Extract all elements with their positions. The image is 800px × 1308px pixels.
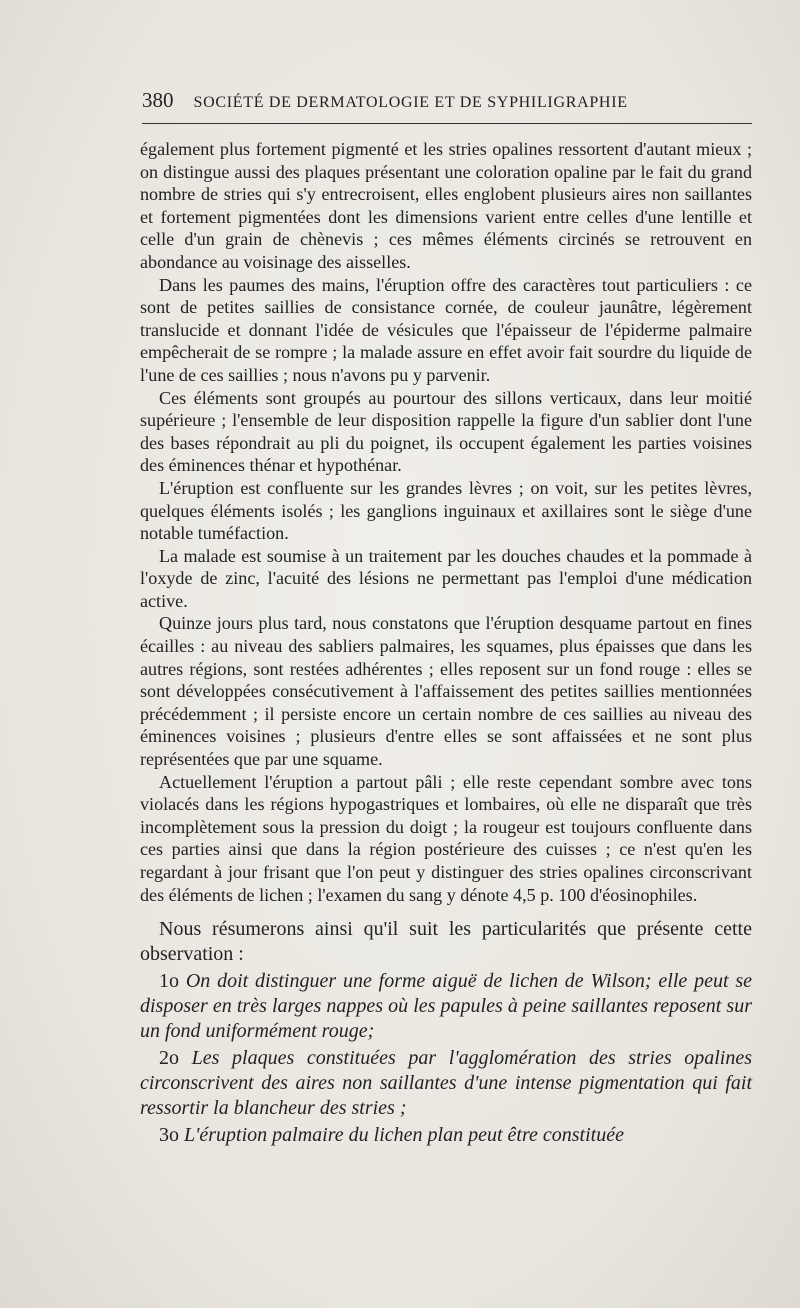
item-number: 3o bbox=[159, 1124, 179, 1147]
item-text: L'éruption palmaire du lichen plan peut être constituée bbox=[184, 1124, 624, 1147]
summary-section bbox=[140, 917, 752, 1148]
page-number: 380 bbox=[142, 88, 174, 112]
paragraph: La malade est soumise à un traitement par les douches chaudes et la pommade à l'oxyde de zinc, l'acuité des lésions ne permettant pas l'emploi d'une médication active. bbox=[140, 545, 752, 611]
page-body bbox=[140, 138, 752, 1148]
summary-item bbox=[140, 1046, 752, 1121]
paragraph: Dans les paumes des mains, l'éruption offre des caractères tout particuliers : ce sont de petites saillies de consistance cornée, de couleur jaunâtre, légèrement translucide et donnant l'idée de vésicules que l'épaisseur de l'épiderme palmaire empêcherait de se rompre ; la malade assure en effet avoir fait sourdre du liquide de l'une de ces saillies ; nous n'avons pu y parvenir. bbox=[140, 274, 752, 385]
paragraph: Quinze jours plus tard, nous constatons que l'éruption desquame partout en fines écailles : au niveau des sabliers palmaires, les squames, plus épaisses que dans les autres régions, sont restées adhérentes ; elles reposent sur un fond rouge : elles se sont développées consécutivement à l'affaissement des petites saillies mentionnées précédemment ; il persiste encore un certain nombre de ces saillies au niveau des éminences voisines ; plusieurs d'entre elles se sont affaissées et ne sont plus représentées que par une squame. bbox=[140, 613, 752, 770]
running-header bbox=[142, 88, 752, 113]
paragraph: L'éruption est confluente sur les grandes lèvres ; on voit, sur les petites lèvres, quelques éléments isolés ; les ganglions inguinaux et axillaires sont le siège d'une notable tuméfaction. bbox=[140, 477, 752, 544]
summary-intro: Nous résumerons ainsi qu'il suit les particularités que présente cette observation : bbox=[140, 918, 752, 966]
item-text: Les plaques constituées par l'agglomération des stries opalines circonscrivent des aires non saillantes d'une intense pigmentation qui fait ressortir la blancheur des stries ; bbox=[140, 1047, 753, 1120]
paragraph: Ces éléments sont groupés au pourtour des sillons verticaux, dans leur moitié supérieure ; l'ensemble de leur disposition rappelle la figure d'un sablier dont l'une des bases répondrait au pli du poignet, ils occupent également les parties voisines des éminences thénar et hypothénar. bbox=[140, 387, 752, 476]
header-rule bbox=[142, 123, 752, 124]
summary-item bbox=[140, 969, 752, 1044]
item-number: 1o bbox=[159, 970, 179, 993]
item-number: 2o bbox=[159, 1047, 179, 1070]
item-text: On doit distinguer une forme aiguë de lichen de Wilson; elle peut se disposer en très larges nappes où les papules à peine saillantes reposent sur un fond uniformément rouge; bbox=[140, 970, 753, 1043]
paragraph: Actuellement l'éruption a partout pâli ; elle reste cependant sombre avec tons violacés dans les régions hypogastriques et lombaires, où elle ne disparaît que très incomplètement sous la pression du doigt ; la rougeur est toujours confluente dans ces parties ainsi que dans la région postérieure des cuisses ; ce n'est qu'en les regardant à jour frisant que l'on peut y distinguer des stries opalines circonscrivant des éléments de lichen ; l'examen du sang y dénote 4,5 p. 100 d'éosinophiles. bbox=[140, 771, 752, 905]
paragraph: également plus fortement pigmenté et les stries opalines ressortent d'autant mieux ; on distingue aussi des plaques présentant une coloration opaline par le fait du grand nombre de stries qui s'y entrecroisent, elles englobent plusieurs aires non saillantes et fortement pigmentées dont les dimensions varient entre celles d'une lentille et celle d'un grain de chènevis ; ces mêmes éléments circinés se retrouvent en abondance au voisinage des aisselles. bbox=[140, 139, 752, 272]
summary-item bbox=[140, 1123, 752, 1148]
running-title: SOCIÉTÉ DE DERMATOLOGIE ET DE SYPHILIGRAPHIE bbox=[193, 94, 628, 111]
observation-text bbox=[140, 138, 752, 906]
